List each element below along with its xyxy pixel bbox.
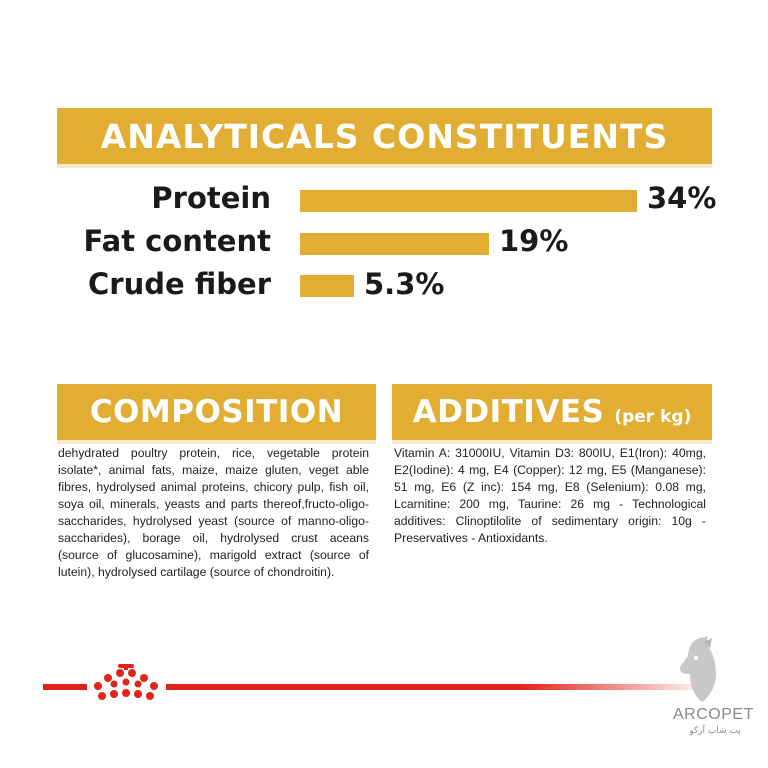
additives-title: ADDITIVES xyxy=(412,394,605,430)
nutrient-bar-fat xyxy=(300,233,489,255)
brand-line-right xyxy=(166,684,712,690)
composition-banner xyxy=(57,384,376,440)
nutrient-bar-fiber xyxy=(300,275,354,297)
brand-line-left xyxy=(43,684,87,690)
additives-banner xyxy=(392,384,712,440)
nutrient-value-fat: 19% xyxy=(499,224,569,258)
composition-title: COMPOSITION xyxy=(89,394,344,430)
nutrient-label-fat: Fat content xyxy=(83,224,271,258)
nutrient-label-fiber: Crude fiber xyxy=(88,267,271,301)
composition-text: dehydrated poultry protein, rice, vegetable protein isolate*, animal fats, maize, maize gluten, veget able fibres, hydrolysed animal proteins, chicory pulp, fish oil, soya oil, minerals, yeasts and parts thereof,fructo-oligo-saccharides, hydrolysed yeast (source of manno-oligo-saccharides), borage oil, hydrolysed crust aceans (source of glucosamine), marigold extract (source of lutein), hydrolysed cartilage (source of chondroitin). xyxy=(58,446,369,579)
additives-title-suffix: (per kg) xyxy=(614,407,692,427)
arcopet-name: ARCOPET xyxy=(673,706,754,723)
analyticals-banner xyxy=(57,108,712,164)
nutrient-value-protein: 34% xyxy=(647,181,717,215)
nutrient-value-fiber: 5.3% xyxy=(364,267,445,301)
nutrient-bar-protein xyxy=(300,190,637,212)
dog-head-icon xyxy=(672,634,728,704)
analyticals-title: ANALYTICALS CONSTITUENTS xyxy=(100,116,669,156)
royal-canin-crown-icon xyxy=(88,664,164,704)
nutrient-label-protein: Protein xyxy=(151,181,271,215)
arcopet-subtitle: پت شاپ آرکو xyxy=(689,726,741,736)
additives-text: Vitamin A: 31000IU, Vitamin D3: 800IU, E1(Iron): 40mg, E2(Iodine): 4 mg, E4 (Copper): 12 mg, E5 (Manganese): 51 mg, E6 (Z inc): 154 mg, E8 (Selenium): 0.08 mg, Lcarnitine: 200 mg, Taurine: 26 mg - Technological additives: Clinoptilolite of sedimentary origin: 10g - Preservatives - Antioxidants. xyxy=(394,446,706,545)
